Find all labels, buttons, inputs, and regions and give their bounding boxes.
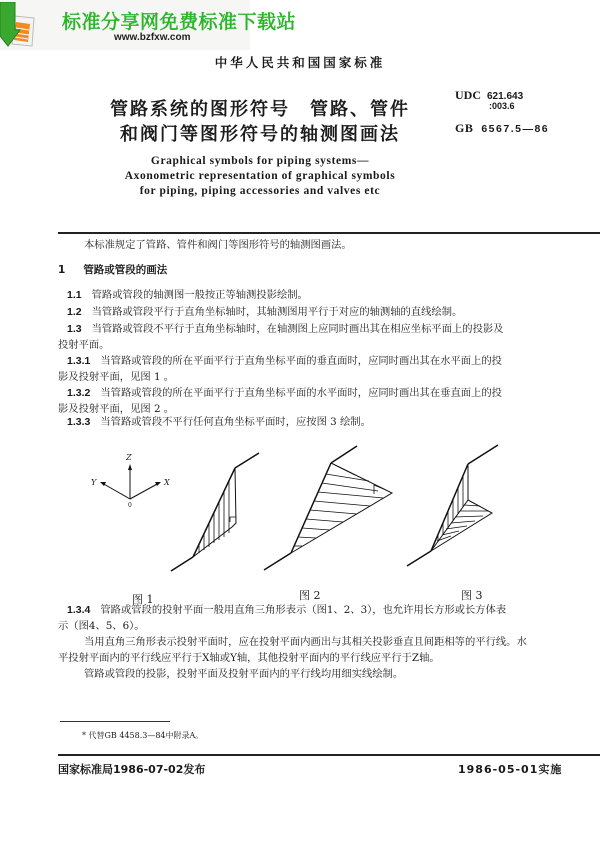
gb-label: GB	[455, 121, 474, 135]
figure-2-drawing	[264, 446, 392, 570]
clause-1-3-4	[67, 602, 506, 618]
clause-text: 当管路或管段平行于直角坐标轴时，其轴测图用平行于对应的轴测轴的直线绘制。	[91, 306, 463, 318]
figure-3-caption: 图 3	[461, 589, 483, 602]
footnote: * 代替GB 4458.3—84中附录A。	[82, 731, 204, 740]
clause-text: 当管路或管段的所在平面平行于直角坐标平面的垂直面时，应同时画出其在水平面上的投	[100, 355, 502, 367]
footer-divider	[58, 754, 600, 756]
axis-label-z: Z	[126, 453, 132, 462]
clause-number: 1.3.3	[67, 416, 91, 428]
section-title: 管路或管段的画法	[83, 264, 168, 276]
paragraph-thin-lines: 管路或管段的投影，投射平面及投射平面内的平行线均用细实线绘制。	[84, 668, 404, 680]
axis-diagram	[100, 464, 161, 499]
clause-number: 1.3.2	[67, 387, 91, 399]
national-standard-heading: 中华人民共和国国家标准	[214, 55, 386, 70]
clause-number: 1.3	[67, 323, 82, 335]
figure-1-caption: 图 1	[132, 593, 154, 606]
axis-origin-label: 0	[128, 502, 132, 509]
clause-text: 当管路或管段的所在平面平行于直角坐标平面的水平面时，应同时画出其在垂直面上的投	[100, 387, 502, 399]
clause-1-3-cont: 投射平面。	[58, 339, 110, 351]
effective-date: 1986-05-01实施	[458, 763, 563, 776]
clause-text: 管路或管段的轴测图一般按正等轴测投影绘制。	[91, 289, 308, 301]
clause-number: 1.1	[67, 289, 82, 301]
udc-value: 621.643	[487, 91, 524, 102]
gb-number: 6567.5—86	[481, 123, 550, 135]
title-cn-line2: 和阀门等图形符号的轴测图画法	[120, 124, 400, 145]
axis-label-y: Y	[91, 478, 97, 487]
intro-paragraph: 本标准规定了管路、管件和阀门等图形符号的轴测图画法。	[84, 239, 352, 251]
udc-label: UDC	[455, 88, 481, 102]
issue-date: 国家标准局1986-07-02发布	[58, 763, 206, 776]
clause-1-3-4-cont: 示（图4、5、6）。	[58, 620, 145, 632]
udc-value-2: :003.6	[489, 101, 515, 111]
clause-text: 当管路或管段不平行任何直角坐标平面时，应按图 3 绘制。	[100, 416, 371, 428]
site-title: 标准分享网免费标准下载站	[62, 11, 297, 33]
footnote-divider	[60, 721, 170, 722]
clause-1-3-1-cont: 影及投射平面，见图 1 。	[58, 371, 175, 383]
clause-text: 当管路或管段不平行于直角坐标轴时，在轴测图上应同时画出其在相应坐标平面上的投影及	[91, 323, 504, 335]
clause-number: 1.3.4	[67, 604, 91, 616]
paragraph-triangle-1: 当用直角三角形表示投射平面时，应在投射平面内画出与其相关投影垂直且间距相等的平行线。水	[84, 636, 527, 648]
figure-1-drawing	[171, 453, 259, 571]
title-en-line3: for piping, piping accessories and valves etc	[139, 185, 381, 197]
figure-2-caption: 图 2	[299, 589, 321, 602]
clause-number: 1.2	[67, 306, 82, 318]
figure-3-drawing	[407, 445, 498, 566]
title-en-line2: Axonometric representation of graphical symbols	[124, 170, 396, 182]
title-cn-line1: 管路系统的图形符号 管路、管件	[110, 99, 410, 120]
clause-text: 管路或管段的投射平面一般用直角三角形表示（图1、2、3），也允许用长方形或长方体表	[100, 604, 507, 616]
clause-1-3-2-cont: 影及投射平面，见图 2 。	[58, 403, 175, 415]
site-url[interactable]: www.bzfxw.com	[114, 32, 191, 43]
clause-number: 1.3.1	[67, 355, 91, 367]
paragraph-triangle-2: 平投射平面内的平行线应平行于X轴或Y轴，其他投射平面内的平行线应平行于Z轴。	[58, 652, 440, 664]
section-number: 1	[58, 264, 66, 276]
axis-label-x: X	[164, 478, 170, 487]
title-en-line1: Graphical symbols for piping systems—	[150, 155, 370, 167]
